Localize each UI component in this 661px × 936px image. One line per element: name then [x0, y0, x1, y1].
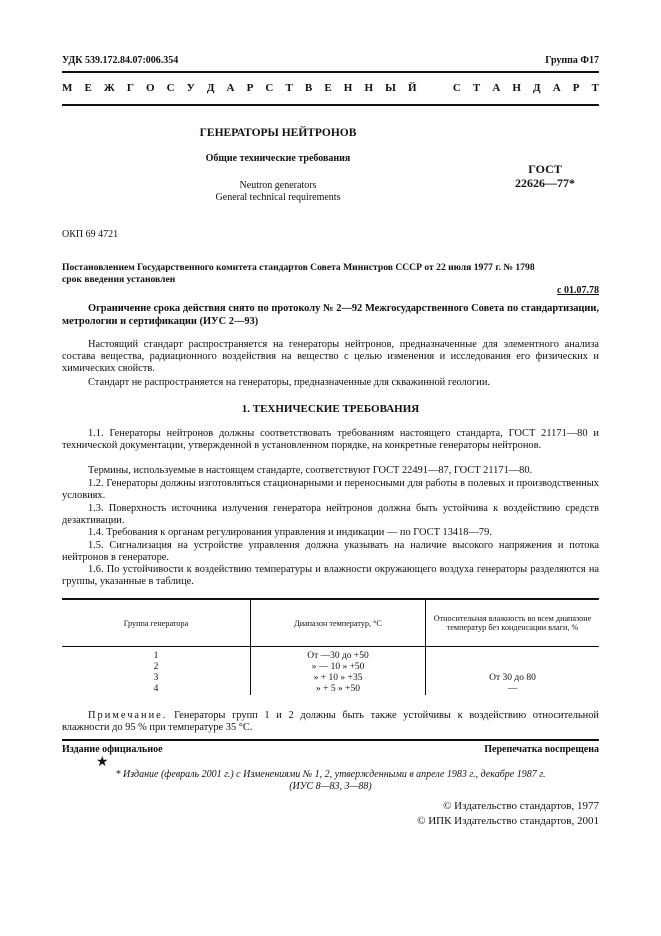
top-divider [62, 71, 599, 73]
document-subtitle: Общие технические требования [205, 153, 351, 164]
decree-line2: срок введения установлен [62, 274, 176, 285]
temperature-value: От —30 до +50 [307, 651, 369, 661]
clause-1-1: 1.1. Генераторы нейтронов должны соответствовать требованиям настоящего стандарта, ГОСТ 21171—80 и технической документации, утвержденной в установленном порядке, на конкретные генераторы нейтронов. [62, 428, 599, 451]
table-body-row [62, 647, 599, 696]
official-edition: Издание официальное [62, 744, 163, 755]
gost-number: 22626—77* [515, 176, 575, 190]
clause-1-6: 1.6. По устойчивости к воздействию температуры и влажности окружающего воздуха генераторы разделяются на группы, указанные в таблице. [62, 564, 599, 587]
humidity-cell [426, 647, 600, 696]
edition-note-line2: (ИУС 8—83, 3—88) [289, 781, 372, 792]
heading-letter: Ж [103, 82, 115, 94]
star-icon: ★ [96, 755, 109, 770]
clause-1-2: 1.2. Генераторы должны изготовляться стационарными и переносными для работы в полевых и производственных условиях. [62, 478, 599, 501]
restriction-note: Ограничение срока действия снято по протоколу № 2—92 Межгосударственного Совета по стандартизации, метрологии и сертификации (ИУС 2—93) [62, 303, 599, 327]
heading-letter: Ы [385, 82, 396, 94]
okp-code: ОКП 69 4721 [62, 229, 119, 240]
clause-1-3: 1.3. Поверхность источника излучения генератора нейтронов должна быть устойчива к воздействию средств дезактивации. [62, 503, 599, 526]
clause-1-4: 1.4. Требования к органам регулирования управления и индикации — по ГОСТ 13418—79. [88, 527, 492, 538]
heading-letter: У [186, 82, 195, 94]
heading-letter: Д [533, 82, 541, 94]
group-value: 2 [153, 662, 159, 672]
heading-letter: Т [472, 82, 481, 94]
heading-letter: А [226, 82, 235, 94]
heading-letter: Г [126, 82, 134, 94]
header-temperature: Диапазон температур, °С [251, 599, 426, 647]
heading-letter: Т [285, 82, 293, 94]
climate-groups-table [62, 598, 599, 695]
header-humidity: Относительная влажность во всем диапазоне температур без конденсации влаги, % [426, 599, 600, 647]
heading-letter: С [265, 82, 274, 94]
humidity-value: — [507, 684, 518, 694]
heading-letter: С [452, 82, 461, 94]
copyright-2001: © ИПК Издательство стандартов, 2001 [417, 815, 599, 827]
copyright-1977: © Издательство стандартов, 1977 [443, 800, 599, 812]
edition-note-line1: * Издание (февраль 2001 г.) с Изменениями № 1, 2, утвержденными в апреле 1983 г., декабре 1987 г. [115, 769, 546, 780]
group-value: 4 [153, 684, 159, 694]
clause-1-1-terms: Термины, используемые в настоящем стандарте, соответствуют ГОСТ 22491—87, ГОСТ 21171—80. [88, 465, 533, 476]
standard-type-heading [62, 82, 599, 94]
reprint-prohibited: Перепечатка воспрещена [484, 744, 599, 755]
heading-letter: Д [206, 82, 215, 94]
clause-1-5: 1.5. Сигнализация на устройстве управления должна указывать на наличие высокого напряжения и потока нейтронов в генераторе. [62, 540, 599, 563]
intro-paragraph-1: Настоящий стандарт распространяется на генераторы нейтронов, предназначенные для элементного анализа состава вещества, радиационного воздействия на вещество с целью изменения и исследования его физических и химических свойств. [62, 339, 599, 374]
intro-paragraph-2: Стандарт не распространяется на генераторы, предназначенные для скважинной геологии. [88, 377, 490, 388]
heading-letter: О [146, 82, 155, 94]
heading-letter: Р [246, 82, 254, 94]
temperature-value: » + 5 » +50 [316, 684, 360, 694]
header-group: Группа генератора [62, 599, 251, 647]
heading-letter: Т [591, 82, 599, 94]
heading-letter: Н [364, 82, 373, 94]
udk-code: УДК 539.172.84.07:006.354 [62, 55, 179, 66]
heading-letter: Н [512, 82, 521, 94]
group-value: 3 [153, 673, 159, 683]
heading-letter: Н [343, 82, 353, 94]
heading-letter: Е [324, 82, 332, 94]
group-code: Группа Ф17 [545, 55, 599, 66]
section-title: 1. ТЕХНИЧЕСКИЕ ТРЕБОВАНИЯ [241, 403, 420, 415]
heading-letter: А [552, 82, 561, 94]
effective-date: с 01.07.78 [557, 285, 599, 296]
heading-letter: В [304, 82, 313, 94]
heading-letter: Е [84, 82, 92, 94]
temperature-value: » — 10 » +50 [311, 662, 365, 672]
document-title: ГЕНЕРАТОРЫ НЕЙТРОНОВ [199, 127, 357, 139]
title-english-line2: General technical requirements [215, 192, 341, 203]
humidity-value: От 30 до 80 [489, 673, 536, 683]
heading-letter: А [492, 82, 501, 94]
decree-line1: Постановлением Государственного комитета стандартов Совета Министров СССР от 22 июля 1977 г. № 1798 [62, 262, 535, 273]
note-text: Генераторы групп 1 и 2 должны быть также устойчивы к воздействию относительной влажности до 95 % при температуре 35 °С. [62, 710, 599, 733]
heading-divider [62, 104, 599, 106]
heading-letter: С [166, 82, 175, 94]
note-label: Примечание. [88, 710, 168, 721]
temperature-value: » + 10 » +35 [313, 673, 363, 683]
title-english-line1: Neutron generators [239, 180, 317, 191]
group-value: 1 [153, 651, 159, 661]
heading-letter: М [62, 82, 73, 94]
table-header-row [62, 599, 599, 647]
temperature-cell [251, 647, 426, 696]
heading-letter: Р [572, 82, 580, 94]
table-note [62, 710, 599, 734]
gost-label: ГОСТ [528, 162, 562, 176]
footer-divider [62, 739, 599, 741]
heading-letter: Й [408, 82, 417, 94]
group-cell [62, 647, 251, 696]
